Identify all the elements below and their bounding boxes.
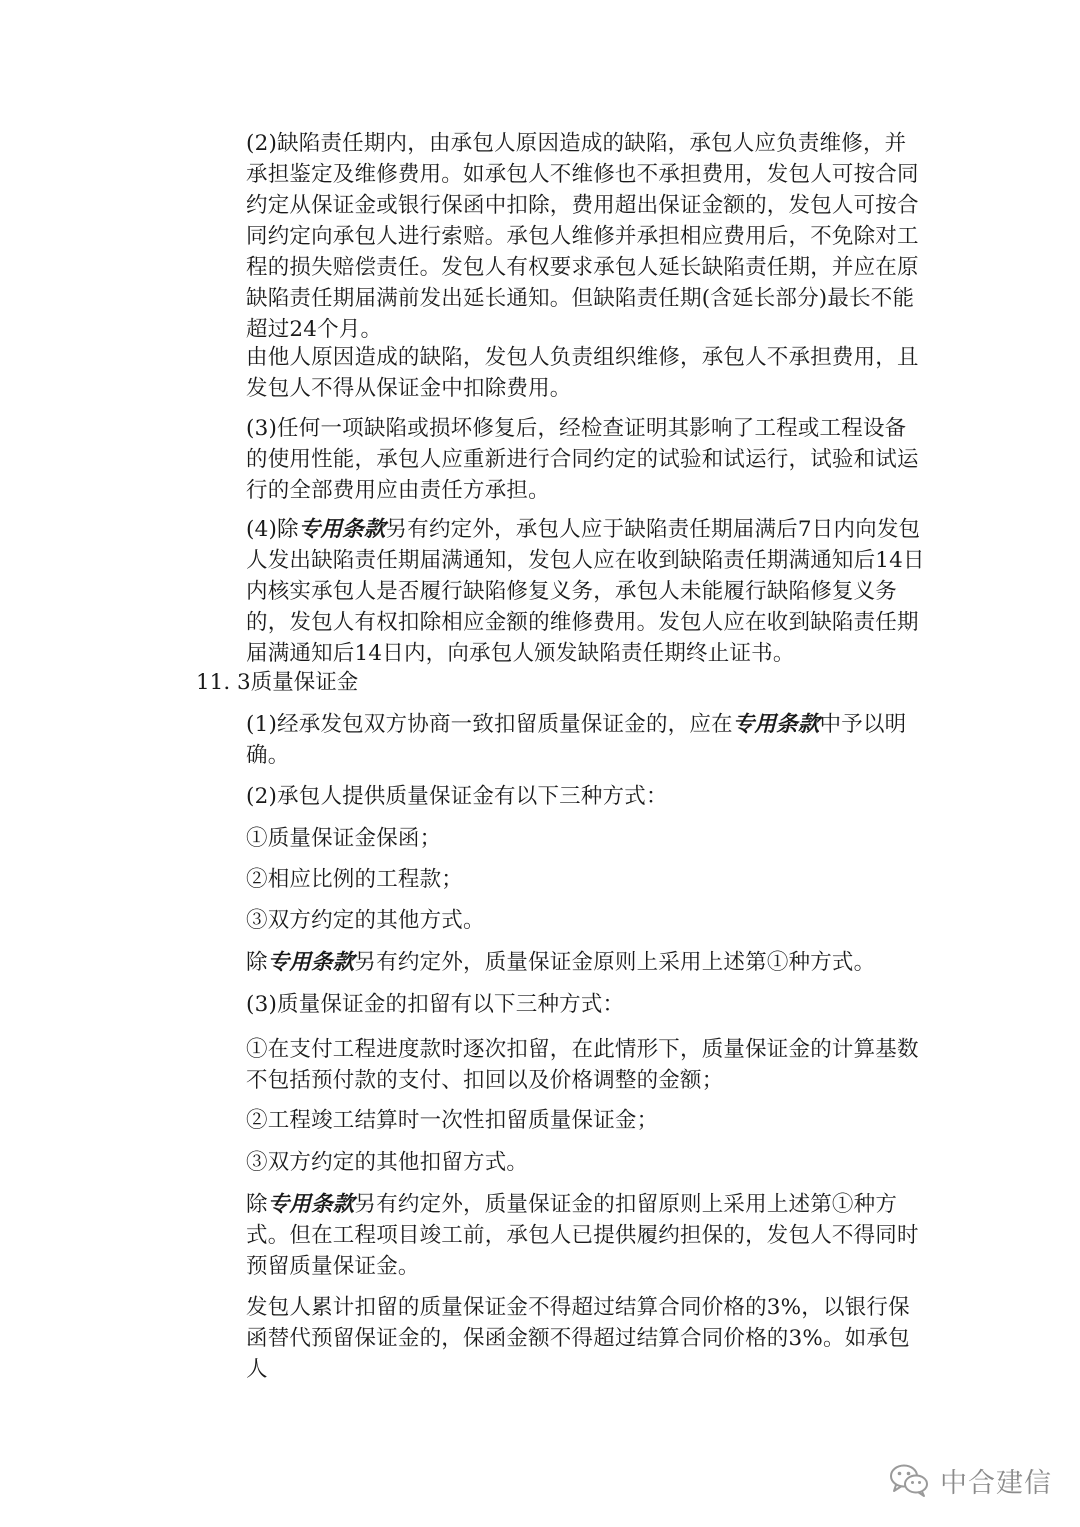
paragraph-defect-liability-3 [246, 413, 926, 506]
paragraph-deposit-3: (3)质量保证金的扣留有以下三种方式： [246, 992, 625, 1017]
list-item-withholding-method-3: ③双方约定的其他扣留方式。 [246, 1150, 529, 1175]
paragraph-text: 另有约定外，质量保证金原则上采用上述第①种方式。 [354, 950, 876, 975]
paragraph-text: (2)缺陷责任期内，由承包人原因造成的缺陷，承包人应负责维修，并承担鉴定及维修费用。如承包人不维修也不承担费用，发包人可按合同约定从保证金或银行保函中扣除，费用超出保证金额的，发包人可按合同约定向承包人进行索赔。承包人维修并承担相应费用后，不免除对工程的损失赔偿责任。发包人有权要求承包人延长缺陷责任期，并应在原缺陷责任期届满前发出延长通知。但缺陷责任期(含延长部分)最长不能超过24个月。 [246, 131, 919, 342]
watermark-text: 中合建信 [940, 1467, 1052, 1499]
paragraph-withholding-default [246, 1189, 926, 1282]
paragraph-text: (3)任何一项缺陷或损坏修复后，经检查证明其影响了工程或工程设备的使用性能，承包人应重新进行合同约定的试验和试运行，试验和试运行的全部费用应由责任方承担。 [246, 416, 919, 503]
paragraph-defect-liability-2 [246, 128, 926, 345]
paragraph-defect-liability-4 [246, 514, 926, 669]
list-item-withholding-method-2: ②工程竣工结算时一次性扣留质量保证金； [246, 1108, 659, 1133]
special-terms-emphasis: 专用条款 [267, 950, 355, 975]
special-terms-emphasis: 专用条款 [732, 712, 820, 737]
section-heading-quality-deposit: 11. 3质量保证金 [196, 670, 359, 695]
watermark [888, 1458, 1052, 1502]
list-item-deposit-method-3: ③双方约定的其他方式。 [246, 908, 485, 933]
paragraph-deposit-default [246, 947, 926, 978]
list-item-deposit-method-2: ②相应比例的工程款； [246, 867, 464, 892]
paragraph-text: 除 [246, 950, 268, 975]
paragraph-text: 另有约定外，质量保证金的扣留原则上采用上述第①种方式。但在工程项目竣工前，承包人已提供履约担保的，发包人不得同时预留质量保证金。 [246, 1192, 919, 1279]
list-item-deposit-method-1: ①质量保证金保函； [246, 826, 442, 851]
paragraph-deposit-cap: 发包人累计扣留的质量保证金不得超过结算合同价格的3%，以银行保函替代预留保证金的，保函金额不得超过结算合同价格的3%。如承包人 [246, 1295, 910, 1382]
wechat-icon [888, 1462, 930, 1498]
special-terms-emphasis: 专用条款 [298, 517, 386, 542]
paragraph-text: 另有约定外，承包人应于缺陷责任期届满后7日内向发包人发出缺陷责任期届满通知，发包人应在收到缺陷责任期满通知后14日内核实承包人是否履行缺陷修复义务，承包人未能履行缺陷修复义务的，发包人有权扣除相应金额的维修费用。发包人应在收到缺陷责任期届满通知后14日内，向承包人颁发缺陷责任期终止证书。 [246, 517, 925, 666]
paragraph-deposit-1 [246, 709, 926, 771]
paragraph-text: (1)经承发包双方协商一致扣留质量保证金的，应在 [246, 712, 733, 737]
paragraph-text: 由他人原因造成的缺陷，发包人负责组织维修，承包人不承担费用，且发包人不得从保证金中扣除费用。 [246, 345, 919, 401]
paragraph-deposit-2: (2)承包人提供质量保证金有以下三种方式： [246, 784, 668, 809]
list-item-withholding-method-1: ①在支付工程进度款时逐次扣留，在此情形下，质量保证金的计算基数不包括预付款的支付、扣回以及价格调整的金额； [246, 1037, 919, 1093]
special-terms-emphasis: 专用条款 [267, 1192, 355, 1217]
paragraph-text: 中予以明确。 [246, 712, 907, 768]
paragraph-third-party-defect [246, 342, 926, 404]
paragraph-text: 除 [246, 1192, 268, 1217]
paragraph-text: (4)除 [246, 517, 299, 542]
